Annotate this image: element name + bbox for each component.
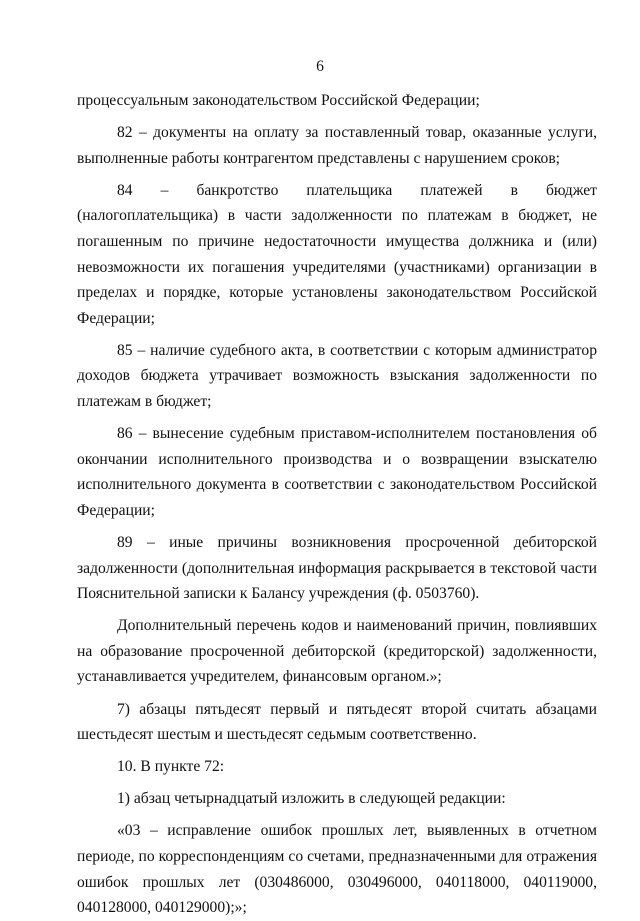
paragraph-item-7: 7) абзацы пятьдесят первый и пятьдесят второй считать абзацами шестьдесят шестым и шестьдесят седьмым соответственно. <box>77 700 597 744</box>
paragraph-code-82: 82 – документы на оплату за поставленный товар, оказанные услуги, выполненные работы контрагентом представлены с нарушением сроков; <box>77 124 597 167</box>
paragraph-continuation: процессуальным законодательством Российской Федерации; <box>77 92 480 109</box>
paragraph-code-89: 89 – иные причины возникновения просроченной дебиторской задолженности (дополнительная информация раскрывается в текстовой части Пояснительной записки к Балансу учреждения (ф. 0503760). <box>77 534 597 603</box>
paragraph-code-85: 85 – наличие судебного акта, в соответствии с которым администратор доходов бюджета утрачивает возможность взыскания задолженности по платежам в бюджет; <box>77 341 597 411</box>
document-body <box>77 88 597 921</box>
page-number: 6 <box>316 58 324 75</box>
paragraph-subitem-1: 1) абзац четырнадцатый изложить в следующей редакции: <box>117 790 506 808</box>
paragraph-additional-list: Дополнительный перечень кодов и наименований причин, повлиявших на образование просроченной дебиторской (кредиторской) задолженности, устанавливается учредителем, финансовым органом.»; <box>77 617 597 686</box>
paragraph-code-86: 86 – вынесение судебным приставом-исполнителем постановления об окончании исполнительного производства и о возвращении взыскателю исполнительного документа в соответствии с законодательством Российской Федерации; <box>77 425 597 519</box>
paragraph-point-10: 10. В пункте 72: <box>117 758 225 776</box>
paragraph-code-84: 84 – банкротство плательщика платежей в бюджет (налогоплательщика) в части задолженности по платежам в бюджет, не погашенным по причине недостаточности имущества должника и (или) невозможности их погашения учредителями (участниками) организации в пределах и порядке, которые установлены законодательством Российской Федерации; <box>77 181 597 327</box>
paragraph-code-03: «03 – исправление ошибок прошлых лет, выявленных в отчетном периоде, по корреспонденциям со счетами, предназначенными для отражения ошибок прошлых лет (030486000, 030496000, 040118000, 040119000, 040128000, 040129000);»; <box>77 822 597 917</box>
